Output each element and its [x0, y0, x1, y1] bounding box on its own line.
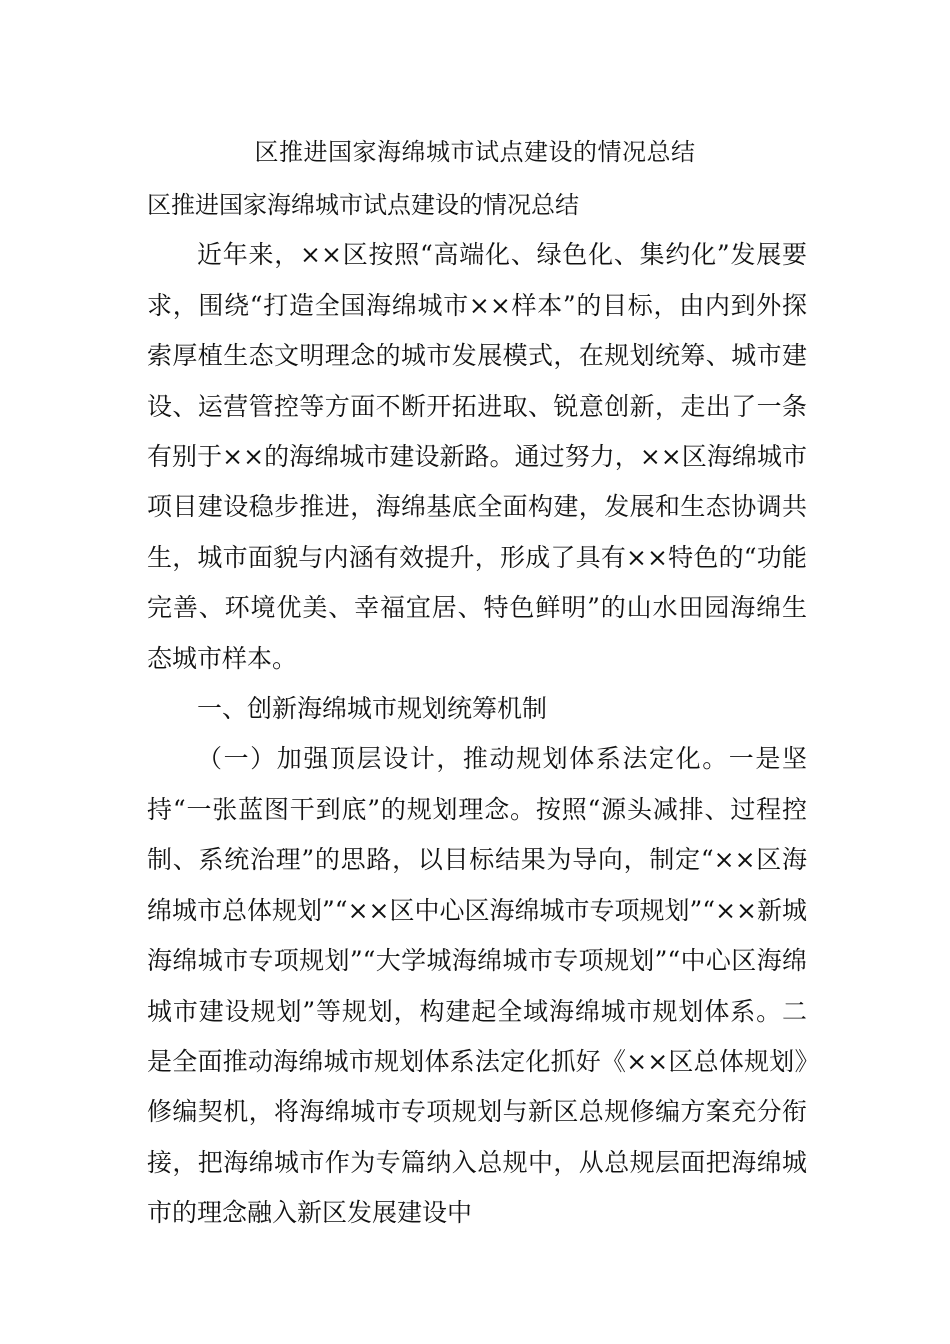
body-paragraph: （一）加强顶层设计，推动规划体系法定化。一是坚持“一张蓝图干到底”的规划理念。按照“源头减排、过程控制、系统治理”的思路，以目标结果为导向，制定“××区海绵城市总体规划”“××区中心区海绵城市专项规划”“××新城海绵城市专项规划”“大学城海绵城市专项规划”“中心区海绵城市建设规划”等规划，构建起全域海绵城市规划体系。二是全面推动海绵城市规划体系法定化抓好《××区总体规划》修编契机，将海绵城市专项规划与新区总规修编方案充分衔接，把海绵城市作为专篇纳入总规中，从总规层面把海绵城市的理念融入新区发展建设中: [147, 744, 807, 1228]
document-title: 区推进国家海绵城市试点建设的情况总结: [254, 138, 696, 166]
document-subtitle: 区推进国家海绵城市试点建设的情况总结: [147, 191, 579, 219]
section-heading: 一、创新海绵城市规划统筹机制: [197, 694, 548, 724]
document-body: [147, 180, 807, 1239]
intro-paragraph: 近年来，××区按照“高端化、绿色化、集约化”发展要求，围绕“打造全国海绵城市××样本”的目标，由内到外探索厚植生态文明理念的城市发展模式，在规划统筹、城市建设、运营管控等方面不断开拓进取、锐意创新，走出了一条有别于××的海绵城市建设新路。通过努力，××区海绵城市项目建设稳步推进，海绵基底全面构建，发展和生态协调共生，城市面貌与内涵有效提升，形成了具有××特色的“功能完善、环境优美、幸福宜居、特色鲜明”的山水田园海绵生态城市样本。: [147, 240, 807, 673]
